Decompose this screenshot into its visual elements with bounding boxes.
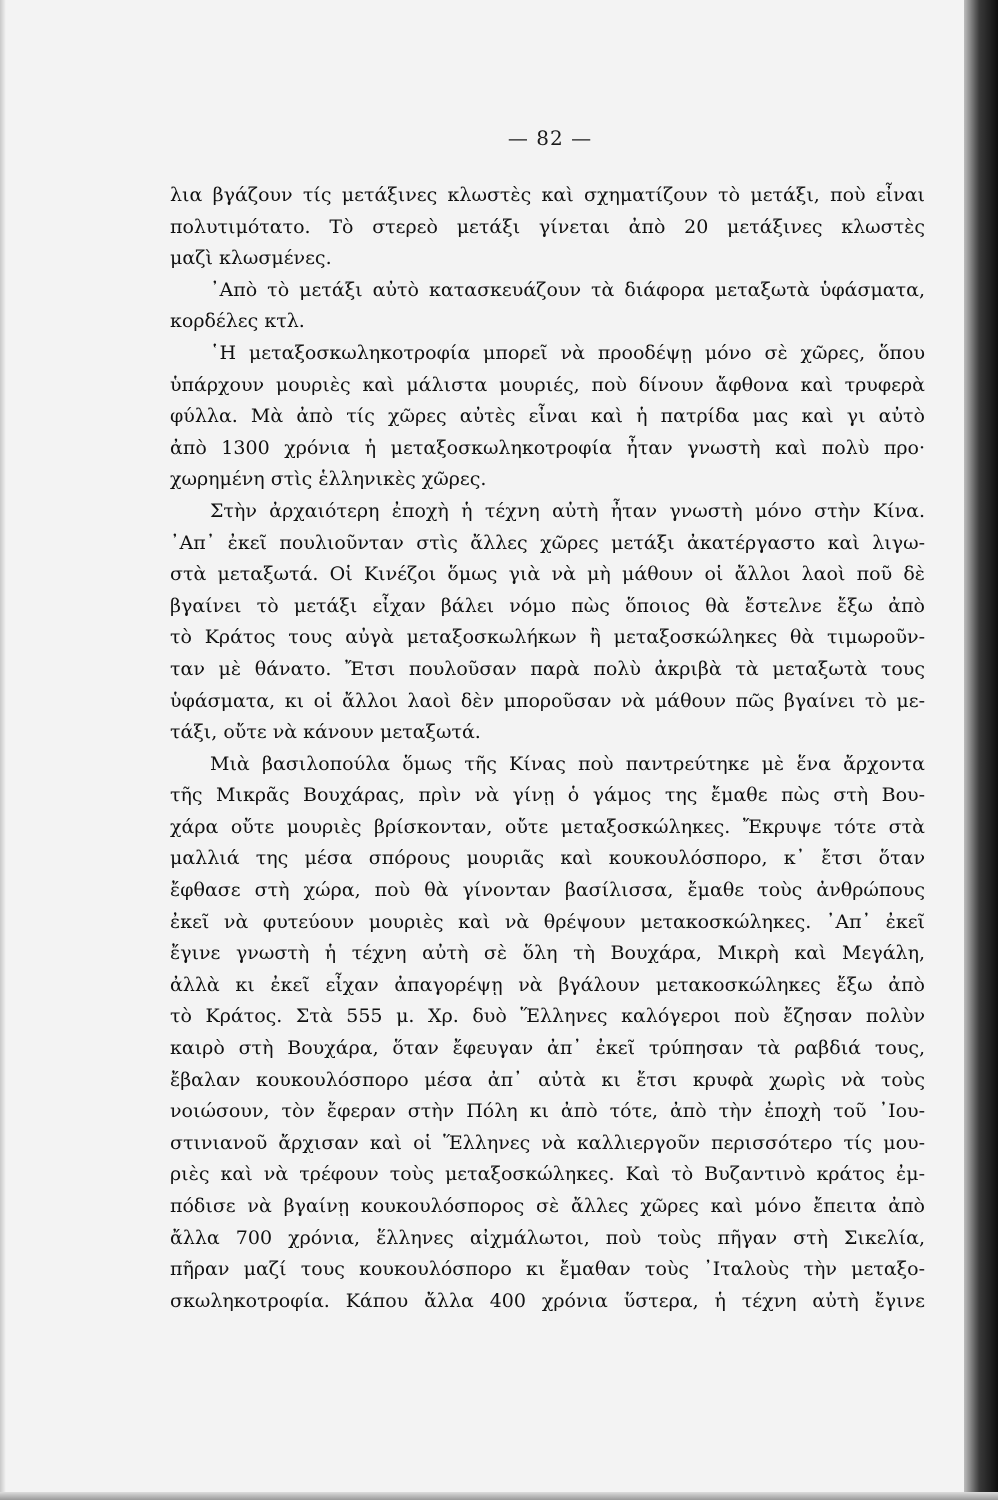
text-line: ἄλλα 700 χρόνια, ἕλληνες αἰχμάλωτοι, ποὺ τοὺς πῆγαν στὴ Σικελία, — [170, 1226, 925, 1249]
text-line: στινιανοῦ ἄρχισαν καὶ οἱ Ἕλληνες νὰ καλλιεργοῦν περισσότερο τίς μου- — [170, 1131, 925, 1154]
text-line: λια βγάζουν τίς μετάξινες κλωστὲς καὶ σχηματίζουν τὸ μετάξι, ποὺ εἶναι — [170, 184, 925, 206]
text-line: μαλλιά της μέσα σπόρους μουριᾶς καὶ κουκουλόσπορο, κ᾿ ἔτσι ὅταν — [170, 847, 925, 870]
text-line: ταν μὲ θάνατο. Ἔτσι πουλοῦσαν παρὰ πολὺ ἀκριβὰ τὰ μεταξωτὰ τους — [170, 657, 925, 680]
text-line: τὸ Κράτος. Στὰ 555 μ. Χρ. δυὸ Ἕλληνες καλόγεροι ποὺ ἔζησαν πολὺν — [170, 1005, 925, 1028]
text-line: χάρα οὔτε μουριὲς βρίσκονταν, οὔτε μεταξοσκώληκες. Ἔκρυψε τότε στὰ — [170, 815, 925, 838]
text-line: σκωληκοτροφία. Κάπου ἄλλα 400 χρόνια ὕστερα, ἡ τέχνη αὐτὴ ἔγινε — [170, 1289, 925, 1312]
text-line: Μιὰ βασιλοπούλα ὅμως τῆς Κίνας ποὺ παντρεύτηκε μὲ ἕνα ἄρχοντα — [210, 752, 925, 775]
text-line: πόδισε νὰ βγαίνῃ κουκουλόσπορος σὲ ἄλλες χῶρες καὶ μόνο ἔπειτα ἀπὸ — [170, 1195, 925, 1217]
text-line: ᾿Απὸ τὸ μετάξι αὐτὸ κατασκευάζουν τὰ διάφορα μεταξωτὰ ὑφάσματα, — [210, 278, 925, 301]
text-line: ὑπάρχουν μουριὲς καὶ μάλιστα μουριές, ποὺ δίνουν ἄφθονα καὶ τρυφερὰ — [170, 373, 925, 396]
text-line: ἀπὸ 1300 χρόνια ἡ μεταξοσκωληκοτροφία ἦταν γνωστὴ καὶ πολὺ προ· — [170, 436, 925, 459]
text-line: ἐκεῖ νὰ φυτεύουν μουριὲς καὶ νὰ θρέψουν μετακοσκώληκες. ᾿Απ᾿ ἐκεῖ — [170, 910, 925, 933]
page-binding-edge — [964, 0, 998, 1500]
text-line: ἔβαλαν κουκουλόσπορο μέσα ἀπ᾿ αὐτὰ κι ἔτσι κρυφὰ χωρὶς νὰ τοὺς — [170, 1068, 925, 1091]
text-line: πολυτιμότατο. Τὸ στερεὸ μετάξι γίνεται ἀπὸ 20 μετάξινες κλωστὲς — [170, 215, 925, 238]
text-line: τάξι, οὔτε νὰ κάνουν μεταξωτά. — [170, 721, 481, 744]
text-line: χωρημένη στὶς ἑλληνικὲς χῶρες. — [170, 468, 487, 491]
text-line: ἔφθασε στὴ χώρα, ποὺ θὰ γίνονταν βασίλισσα, ἔμαθε τοὺς ἀνθρώπους — [170, 879, 925, 902]
text-line: Στὴν ἀρχαιότερη ἐποχὴ ἡ τέχνη αὐτὴ ἦταν γνωστὴ μόνο στὴν Κίνα. — [210, 499, 925, 522]
text-line: μαζὶ κλωσμένες. — [170, 247, 332, 270]
page-left-shadow — [0, 0, 6, 1500]
text-line: ἀλλὰ κι ἐκεῖ εἶχαν ἀπαγορέψῃ νὰ βγάλουν μετακοσκώληκες ἔξω ἀπὸ — [170, 973, 925, 996]
text-line: νοιώσουν, τὸν ἔφεραν στὴν Πόλη κι ἀπὸ τότε, ἀπὸ τὴν ἐποχὴ τοῦ ᾿Ιου- — [170, 1100, 925, 1123]
page-bottom-shadow — [0, 1492, 998, 1500]
text-line: ὑφάσματα, κι οἱ ἄλλοι λαοὶ δὲν μποροῦσαν νὰ μάθουν πῶς βγαίνει τὸ με- — [170, 689, 925, 712]
page-number: — 82 — — [507, 126, 593, 150]
text-line: ῾Η μεταξοσκωληκοτροφία μπορεῖ νὰ προοδέψῃ μόνο σὲ χῶρες, ὅπου — [210, 341, 925, 364]
text-line: ἔγινε γνωστὴ ἡ τέχνη αὐτὴ σὲ ὅλη τὴ Βουχάρα, Μικρὴ καὶ Μεγάλη, — [170, 942, 925, 965]
text-line: βγαίνει τὸ μετάξι εἶχαν βάλει νόμο πὼς ὅποιος θὰ ἔστελνε ἔξω ἀπὸ — [170, 594, 925, 617]
text-line: ᾿Απ᾿ ἐκεῖ πουλιοῦνταν στὶς ἄλλες χῶρες μετάξι ἀκατέργαστο καὶ λιγω- — [170, 531, 925, 554]
text-line: τὸ Κράτος τους αὐγὰ μεταξοσκωλήκων ἢ μεταξοσκώληκες θὰ τιμωροῦν- — [170, 626, 925, 649]
text-line: πῆραν μαζί τους κουκουλόσπορο κι ἔμαθαν τοὺς ᾿Ιταλοὺς τὴν μεταξο- — [170, 1258, 925, 1281]
text-line: κορδέλες κτλ. — [170, 310, 305, 333]
body-text — [170, 180, 925, 1317]
text-line: στὰ μεταξωτά. Οἱ Κινέζοι ὅμως γιὰ νὰ μὴ μάθουν οἱ ἄλλοι λαοὶ ποῦ δὲ — [170, 563, 925, 586]
text-line: φύλλα. Μὰ ἀπὸ τίς χῶρες αὐτὲς εἶναι καὶ ἡ πατρίδα μας καὶ γι αὐτὸ — [170, 405, 925, 428]
text-line: καιρὸ στὴ Βουχάρα, ὅταν ἔφευγαν ἀπ᾿ ἐκεῖ τρύπησαν τὰ ραβδιά τους, — [170, 1037, 925, 1060]
text-line: ριὲς καὶ νὰ τρέφουν τοὺς μεταξοσκώληκες. Καὶ τὸ Βυζαντινὸ κράτος ἐμ- — [170, 1163, 925, 1186]
text-line: τῆς Μικρᾶς Βουχάρας, πρὶν νὰ γίνῃ ὁ γάμος της ἔμαθε πὼς στὴ Βου- — [170, 784, 925, 807]
